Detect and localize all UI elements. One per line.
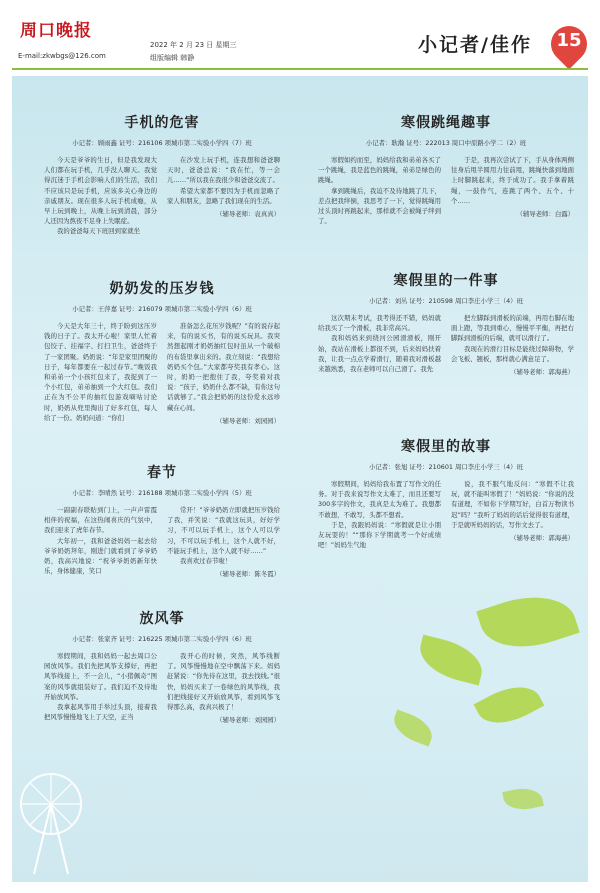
article-column	[318, 313, 441, 377]
mentor-credit: （辅导老师：郭海燕）	[510, 368, 574, 377]
article-jump-rope	[318, 112, 574, 226]
paragraph: 一副副春联贴到门上，一声声雷霞相伴的祝福，在这热闹喜庆的气氛中，我们迎来了虎年春节。	[44, 506, 157, 535]
leaf-icon	[474, 675, 545, 734]
article-column	[318, 155, 441, 226]
article-column	[167, 505, 280, 579]
article-byline: 小记者：李晴然 证号：216188 项城市第二实验小学四（5）班	[72, 489, 252, 497]
paragraph: 于是，我再次尝试了下，手从身体两侧往身后甩半圆用力往前甩，跳绳快落到地面上时脚跳起来，终于成功了。我手拿着跳绳，一鼓作气，连跳了两个、五个、十个……	[451, 156, 574, 205]
paragraph: 今天是大年三十，终于盼到这压岁钱的日子了。我太开心啦！家里人忙着包饺子、挂福字、打扫卫生，爸爸终于了一家团聚。奶奶说：“年是家里团聚的日子，每年都要在一起过春节。”晚饭我和弟弟一个小孩红包来了，我捉到了一个小红包，弟弟抽到一个大红包。我们正在为不公平的抽红包游戏嘀咕讨论时，奶奶从兜里掏出了好多红包，每人给了一份。奶奶问道：“你们	[44, 322, 157, 422]
article-byline: 小记者：张家齐 证号：216225 项城市第二实验小学四（6）班	[72, 635, 252, 643]
article-title: 手机的危害	[124, 115, 200, 131]
editor-credit: 组版编辑 韩静	[150, 54, 195, 62]
article-title: 寒假里的一件事	[393, 273, 499, 289]
article-column	[318, 479, 441, 550]
page-number: 15	[556, 30, 582, 51]
paragraph: 我拿起风筝用手举过头顶，接着我把风筝慢慢地飞上了天空，正当	[44, 703, 157, 722]
article-column	[451, 313, 574, 377]
issue-date: 2022 年 2 月 23 日 星期三	[150, 41, 237, 49]
article-new-year-money	[44, 278, 280, 426]
article-title: 放风筝	[139, 611, 185, 627]
article-column	[44, 155, 157, 237]
article-title: 寒假里的故事	[401, 439, 491, 455]
section-title: 小记者/佳作	[418, 34, 532, 56]
article-byline: 小记者：张旭 证号：210601 周口李庄小学三（4）班	[369, 463, 523, 471]
email-address: E-mail:zkwbgs@126.com	[18, 52, 106, 60]
paragraph: 说，我不服气地反问：“寒假不让我玩，就不能叫寒假了！”妈妈说：“你说的没有道理，不如你下学期写好，白首万物读书迟”吗？”我听了妈妈的话后觉得很有道理，于是就听妈妈的话，写作文去了。	[451, 480, 574, 529]
paragraph: 今天是爷爷的生日，但是我发现大人们都在玩手机，几乎没人聊天。我觉得沉迷于手机会影响人们的生活，我们不应该只是玩手机，应该多关心身边的亲戚朋友。现在很多人玩手机成瘾，从早上玩到晚上，从晚上玩到清晨，部分人还因为熬夜不足身上失眠症。	[44, 156, 157, 226]
article-byline: 小记者：耿瀚 证号：222013 周口中原路小学二（2）班	[365, 139, 527, 147]
leaf-icon	[476, 583, 580, 661]
article-column	[44, 321, 157, 426]
mentor-credit: （辅导老师：刘园园）	[216, 716, 280, 725]
paragraph: 拿到跳绳后，我迫不及待地跳了几下，差点把我绊倒，我思考了一下，觉得跳绳用过头顶时再跳起来，那样就不会被绳子绊到了。	[318, 186, 441, 226]
newspaper-logo: 周口晚报	[20, 21, 92, 41]
mentor-credit: （辅导老师：白露）	[516, 210, 574, 219]
paragraph: 这次期末考试，我考得还不错，妈妈就给我买了一个滑板，我非常高兴。	[318, 314, 441, 333]
article-title: 寒假跳绳趣事	[401, 115, 491, 131]
article-byline: 小记者：顾雨鑫 证号：216106 项城市第二实验小学四（7）班	[72, 139, 252, 147]
header-divider	[12, 68, 588, 70]
paragraph: 准备怎么花压岁钱呢？”有的说存起来，有的说买书，有的说买玩具。我突然想起刚才奶奶抽红包时虽从一个破棉的布袋里拿出来的。我立刻说：“我想给奶奶买个包。”大家都夸奖我有孝心。这时，奶奶一把抱住了我，夸奖着对我说：“孩子，奶奶什么都不缺，有你这句话就够了。”我会把奶奶的这份爱永远珍藏在心间。	[167, 322, 280, 412]
article-column	[44, 505, 157, 579]
article-title: 奶奶发的压岁钱	[109, 281, 215, 297]
paragraph: 在沙发上玩手机，连我想和爸爸聊天时，爸爸总说：“我在忙，等一会儿……”所以我在我很少和爸爸交流了。	[167, 156, 280, 185]
article-winter-event	[318, 270, 574, 377]
paragraph: 寒假期间，妈妈给我布置了写作文的任务。对于我来说写作文太难了，而且还要写300多字的作文，我真是太为难了。我想都不敢想，不敢写，头都不想看。	[318, 480, 441, 519]
mentor-credit: （辅导老师：刘园园）	[216, 416, 280, 425]
article-column	[167, 321, 280, 426]
article-column	[167, 155, 280, 237]
article-column	[167, 651, 280, 725]
article-column	[451, 479, 574, 550]
article-column	[451, 155, 574, 226]
paragraph: 我现在的滑行目标是能绕过障碍物，学会飞板、翘板，那样就心满意足了。	[451, 344, 574, 363]
article-byline: 小记者：刘丛 证号：210598 周口李庄小学三（4）班	[369, 297, 523, 305]
paragraph: 把左脚踩到滑板的前端，再用右脚在地面上蹬，等我到重心，慢慢平平衡，再把右脚踩到滑板的后端，就可以滑行了。	[451, 314, 574, 343]
leaf-icon	[415, 635, 488, 686]
paragraph: 我喜欢过春节啦！	[180, 557, 232, 566]
article-kite-flying	[44, 608, 280, 725]
paragraph: 寒假期间，我和妈妈一起去周口公园放风筝。我们先把风筝支撑好，再把风筝线接上，不一会儿，“小猪佩奇”图案的风筝就组装好了。我们迫不及待地开始放风筝。	[44, 652, 157, 701]
paragraph: 我开心的时候，突然，风筝线断了。风筝慢慢地在空中飘荡下来。妈妈赶紧说：“你先待在这里，我去找线。”很快，妈妈买来了一卷绿色的风筝线，我们把线接好又开始放风筝，看到风筝飞得那么高，我真兴极了！	[167, 652, 280, 712]
mentor-credit: （辅导老师：陈冬霞）	[216, 570, 280, 579]
article-winter-story	[318, 436, 574, 550]
mentor-credit: （辅导老师：郭海燕）	[510, 534, 574, 543]
article-byline: 小记者：王萍嘉 证号：216079 项城市第二实验小学四（6）班	[72, 305, 252, 313]
page-header	[0, 0, 600, 68]
paragraph: 我和妈妈来到绕河公园滑滑板，刚开始，我站在滑板上都很不到，后来妈妈扶着我，让我一点点学着滑行，随着我对滑板越来越熟悉，我在老师可以自己滑了。我先	[318, 334, 441, 374]
article-title: 春节	[147, 465, 177, 481]
leaf-icon	[502, 784, 544, 813]
paragraph: 大年初一，我和爸爸妈妈一起去给爷爷奶奶拜年，刚进门就看到了爷爷奶奶，我高兴地说：“祝爷爷奶奶新年快乐，身体健康，笑口	[44, 536, 157, 576]
paragraph: 希望大家都不要因为手机而忽略了家人和朋友，忽略了我们现在的生活。	[167, 186, 280, 205]
mentor-credit: （辅导老师：袁真真）	[216, 210, 280, 219]
article-column	[44, 651, 157, 725]
article-spring-festival	[44, 462, 280, 579]
ferris-wheel-icon	[16, 764, 86, 876]
paragraph: 寒假如约而至，妈妈给我和弟弟各买了一个跳绳，我是蓝色的跳绳，弟弟是绿色的跳绳。	[318, 156, 441, 185]
paragraph: 于是，我跟妈妈说：“寒假就是让小朋友玩耍的！”“那你下学期就考一个好成绩吧！”妈妈生气地	[318, 520, 441, 550]
article-phone-harm	[44, 112, 280, 237]
leaf-icon	[389, 710, 437, 747]
paragraph: 我的爸爸每天下班回到家就坐	[57, 227, 141, 236]
paragraph: 常开！”爷爷奶奶立即就把压岁钱给了我，并笑说：“我就这玩具，好好学习，不可以玩手机上，这个人可以学习，不可以玩手机上，这个人就不好，不能玩手机上，这个人就不好……”	[167, 506, 280, 555]
